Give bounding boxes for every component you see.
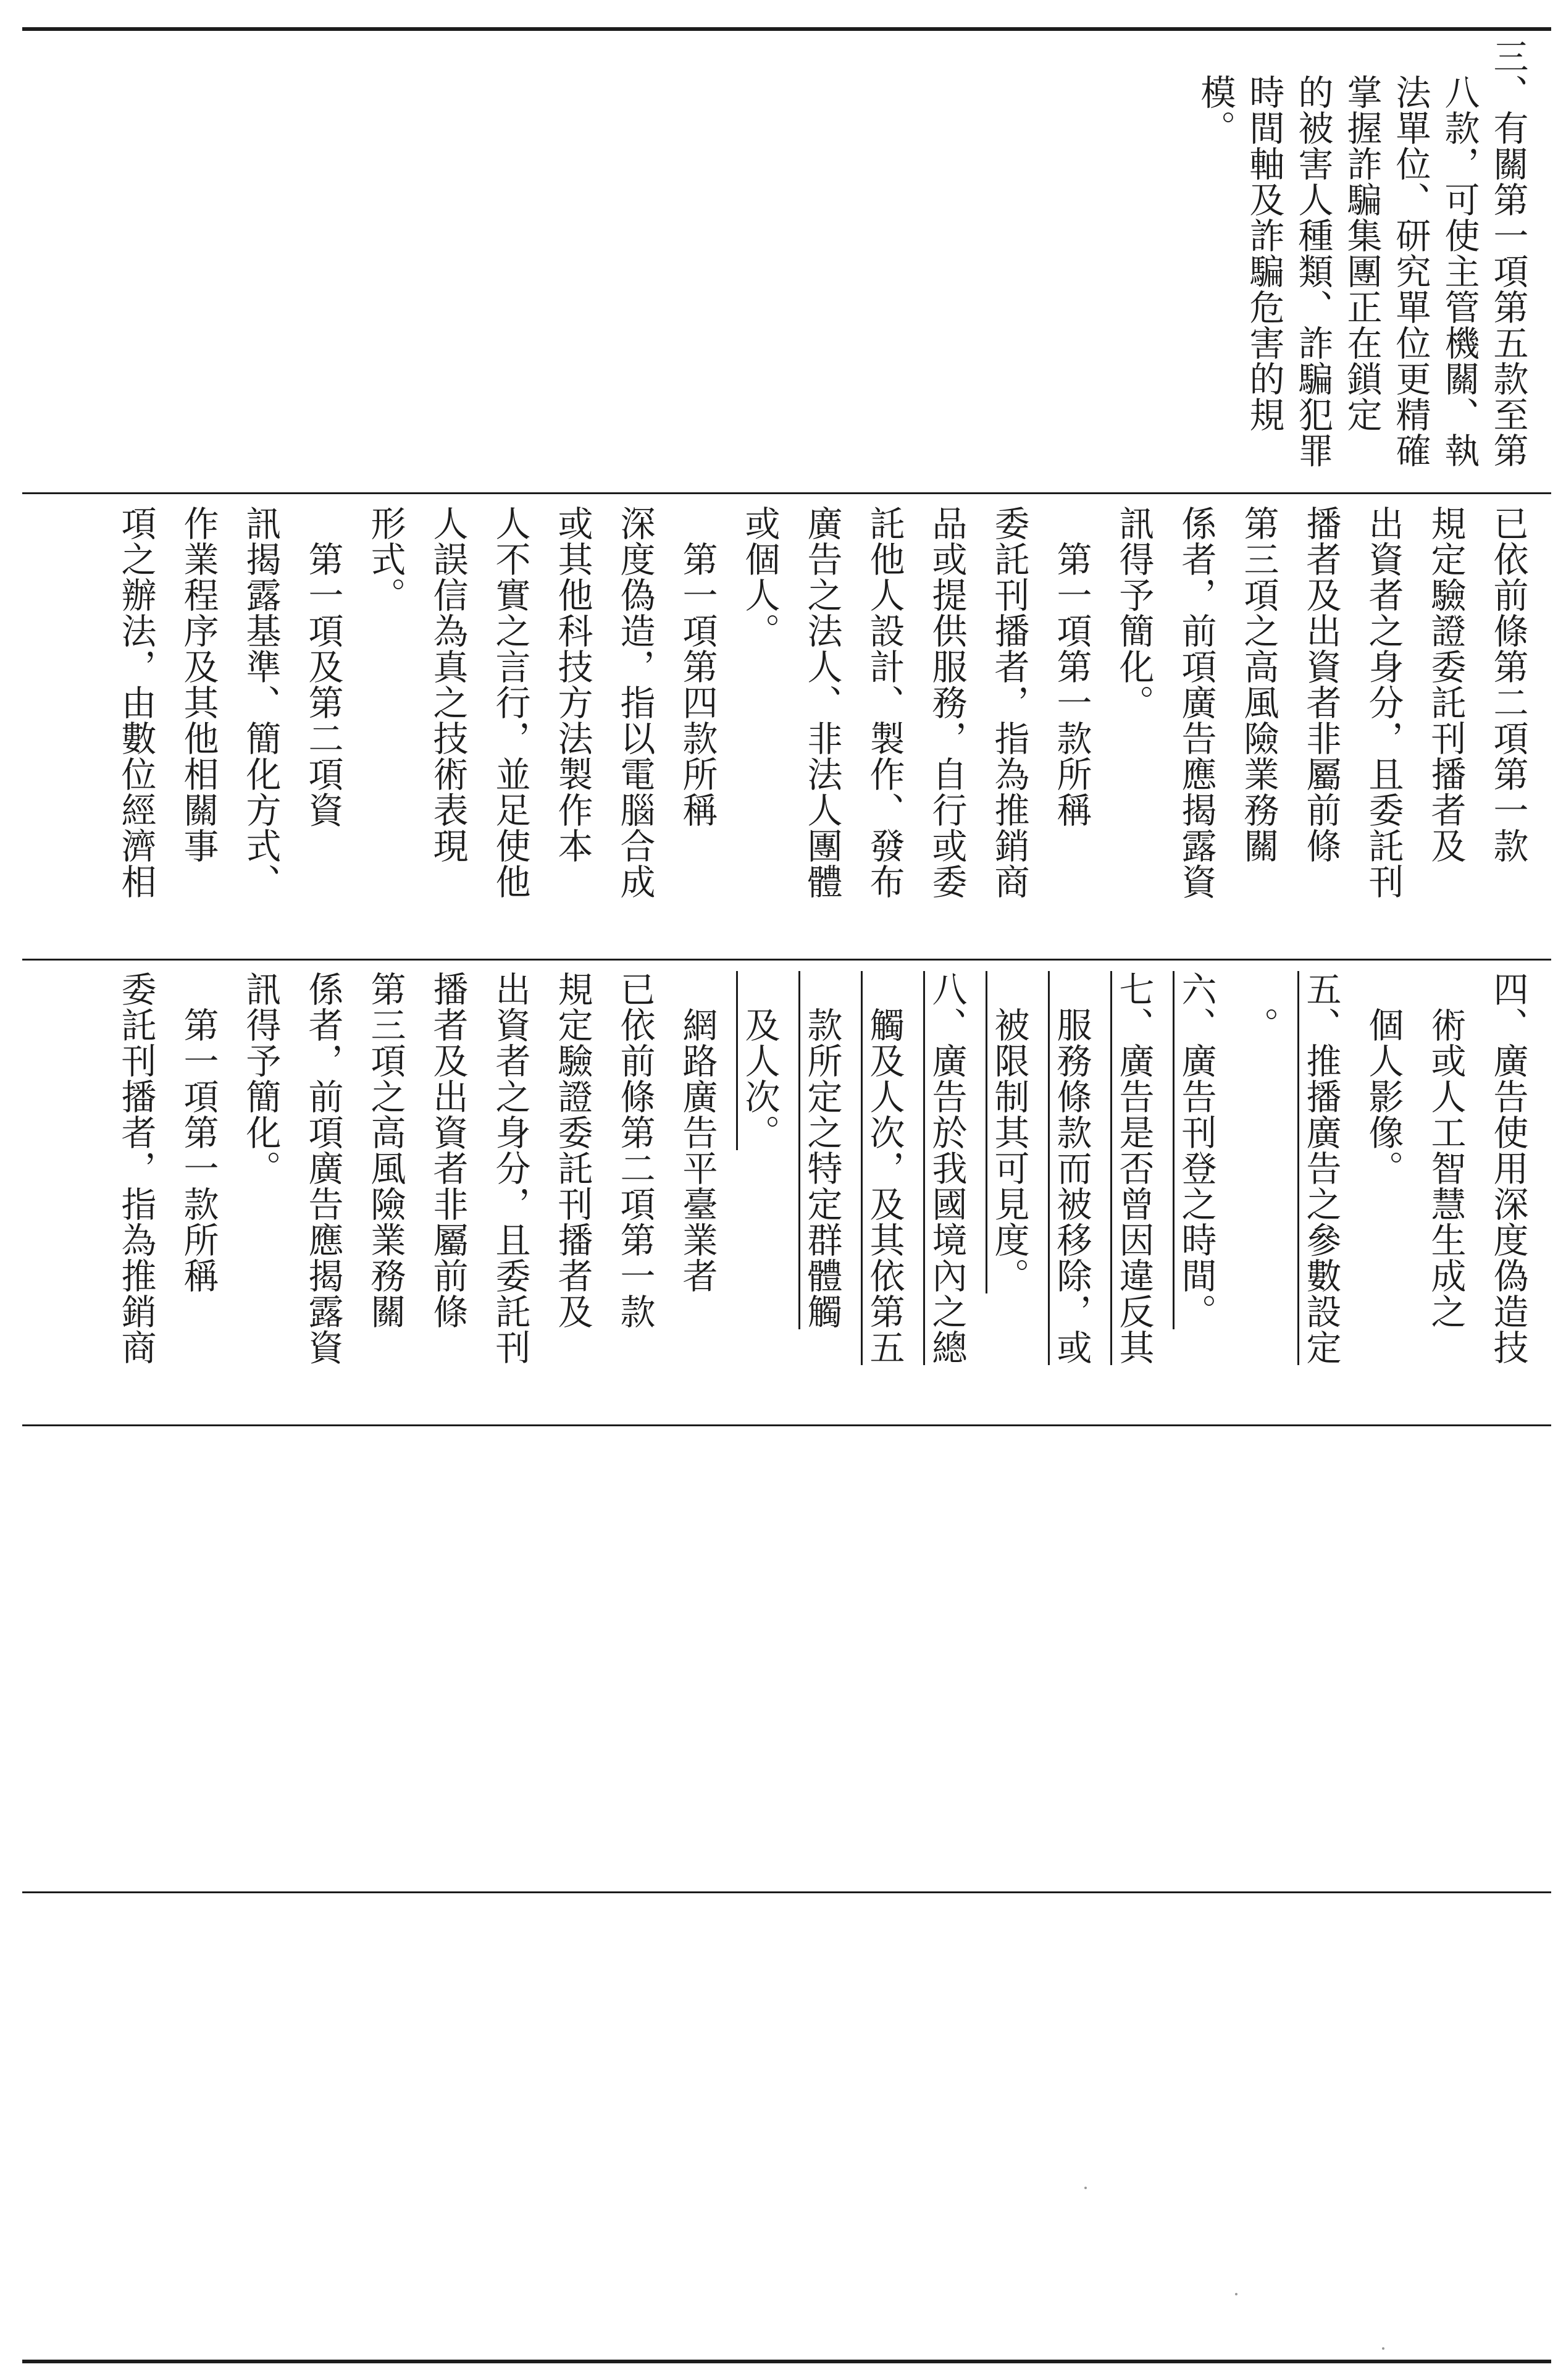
text-column: 人誤信為真之技術表現 [427,505,468,864]
text-column: 規定驗證委託刊播者及 [1425,505,1466,864]
table-bottom-rule [22,2360,1551,2363]
text-column: 第一項第一款所稱 [178,971,219,1293]
text-column: 三、有關第一項第五款至第 [1488,38,1528,468]
text-column: 委託刊播者，指為推銷商 [989,505,1029,899]
text-column: 術或人工智慧生成之 [1425,971,1466,1329]
text-column: 八款，可使主管機關、執 [1439,38,1480,468]
text-column: 人不實之言行，並足使他 [490,505,530,899]
section-divider-rule [22,1424,1551,1426]
text-column: 播者及出資者非屬前條 [1300,505,1341,864]
text-column: 四、廣告使用深度偽造技 [1488,971,1528,1365]
text-column: 託他人設計、製作、發布 [864,505,905,899]
text-column: 或個人。 [739,505,780,649]
text-column: 。 [1238,971,1279,1043]
text-column: 播者及出資者非屬前條 [427,971,468,1329]
text-column-amended: 服務條款而被移除，或 [1051,971,1092,1365]
table-top-rule [22,27,1551,31]
text-column-amended: 被限制其可見度。 [989,971,1029,1293]
section-divider-rule [22,492,1551,494]
text-column-amended: 及人次。 [739,971,780,1150]
text-column: 訊得予簡化。 [240,971,281,1186]
text-column: 掌握詐騙集團正在鎖定 [1341,38,1382,432]
text-column: 已依前條第二項第一款 [614,971,655,1329]
text-column: 模。 [1195,38,1236,146]
provision-text-block [49,505,1531,950]
section-divider-rule [22,1891,1551,1893]
text-column: 作業程序及其他相關事 [178,505,219,864]
text-column: 已依前條第二項第一款 [1488,505,1528,864]
text-column-amended: 七、廣告是否曾因違反其 [1113,971,1154,1365]
scan-speck [1084,2187,1087,2189]
text-column: 第一項第四款所稱 [677,505,718,828]
text-column: 出資者之身分，且委託刊 [490,971,530,1365]
text-column: 項之辦法，由數位經濟相 [115,505,156,899]
text-column: 第三項之高風險業務關 [365,971,406,1329]
text-column: 第一項第一款所稱 [1051,505,1092,828]
text-column: 第一項及第二項資 [303,505,343,828]
text-column: 或其他科技方法製作本 [552,505,593,864]
text-column-amended: 八、廣告於我國境內之總 [926,971,967,1365]
text-column: 的被害人種類、詐騙犯罪 [1292,38,1333,468]
text-column: 深度偽造，指以電腦合成 [614,505,655,899]
text-column-amended: 六、廣告刊登之時間。 [1176,971,1216,1329]
text-column: 形式。 [365,505,406,613]
text-column: 第三項之高風險業務關 [1238,505,1279,864]
text-column: 個人影像。 [1363,971,1404,1186]
text-column-amended: 觸及人次，及其依第五 [864,971,905,1365]
text-column: 係者，前項廣告應揭露資 [1176,505,1216,899]
scan-speck [1235,2293,1237,2295]
text-column-amended: 五、推播廣告之參數設定 [1300,971,1341,1365]
amended-provision-block [49,971,1531,1416]
text-column: 出資者之身分，且委託刊 [1363,505,1404,899]
text-column: 規定驗證委託刊播者及 [552,971,593,1329]
section-divider-rule [22,959,1551,961]
text-column: 網路廣告平臺業者 [677,971,718,1293]
text-column: 品或提供服務，自行或委 [926,505,967,899]
text-column: 時間軸及詐騙危害的規 [1244,38,1284,432]
text-column: 訊得予簡化。 [1113,505,1154,720]
text-column: 訊揭露基準、簡化方式、 [240,505,281,899]
explanation-note-block [49,38,1531,483]
scan-speck [1382,2347,1384,2350]
text-column: 係者，前項廣告應揭露資 [303,971,343,1365]
text-column-amended: 款所定之特定群體觸 [802,971,842,1329]
text-column: 委託刊播者，指為推銷商 [115,971,156,1365]
text-column: 法單位、研究單位更精確 [1390,38,1431,468]
text-column: 廣告之法人、非法人團體 [802,505,842,899]
